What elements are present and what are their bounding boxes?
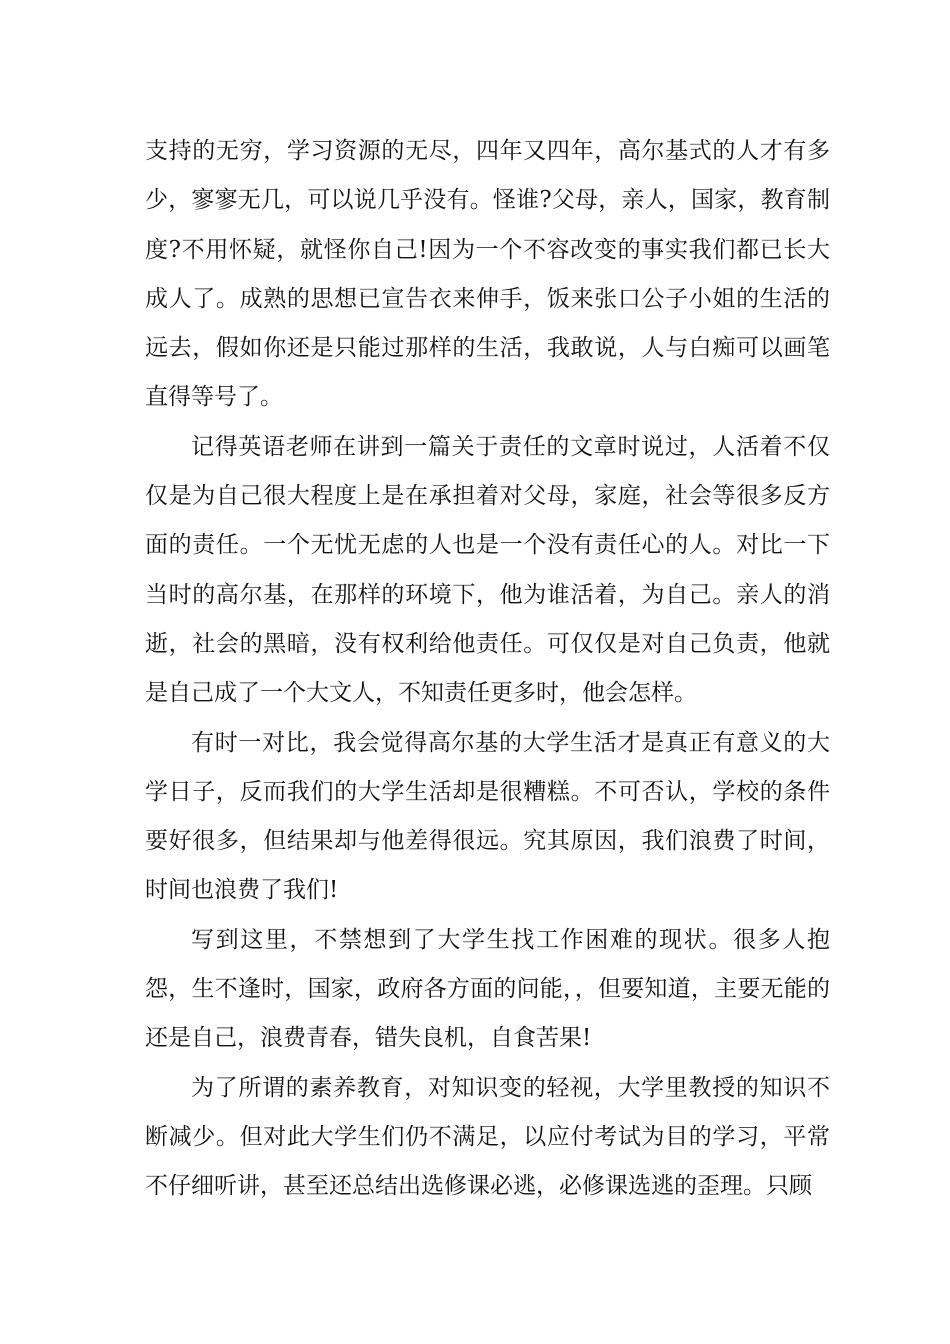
paragraph-5: 为了所谓的素养教育，对知识变的轻视，大学里教授的知识不断减少。但对此大学生们仍不满足，以应付考试为目的学习，平常不仔细听讲，甚至还总结出选修课必逃，必修课选逃的歪理。只顾 [145,1074,830,1200]
paragraph-1: 支持的无穷，学习资源的无尽，四年又四年，高尔基式的人才有多少，寥寥无几，可以说几乎没有。怪谁?父母，亲人，国家，教育制度?不用怀疑，就怪你自己!因为一个不容改变的事实我们都已长大成人了。成熟的思想已宣告衣来伸手，饭来张口公子小姐的生活的远去，假如你还是只能过那样的生活，我敢说，人与白痴可以画笔直得等号了。 [145,138,830,411]
paragraph-3: 有时一对比，我会觉得高尔基的大学生活才是真正有意义的大学日子，反而我们的大学生活却是很糟糕。不可否认，学校的条件要好很多，但结果却与他差得很远。究其原因，我们浪费了时间，时间也浪费了我们! [145,729,830,904]
paragraph-2: 记得英语老师在讲到一篇关于责任的文章时说过，人活着不仅仅是为自己很大程度上是在承担着对父母，家庭，社会等很多反方面的责任。一个无忧无虑的人也是一个没有责任心的人。对比一下当时的高尔基，在那样的环境下，他为谁活着，为自己。亲人的消逝，社会的黑暗，没有权利给他责任。可仅仅是对自己负责，他就是自己成了一个大文人，不知责任更多时，他会怎样。 [145,433,830,707]
paragraph-4: 写到这里，不禁想到了大学生找工作困难的现状。很多人抱怨，生不逢时，国家，政府各方面的问能，，但要知道，主要无能的还是自己，浪费青春，错失良机，自食苦果! [145,926,830,1052]
document-page [145,127,830,1212]
